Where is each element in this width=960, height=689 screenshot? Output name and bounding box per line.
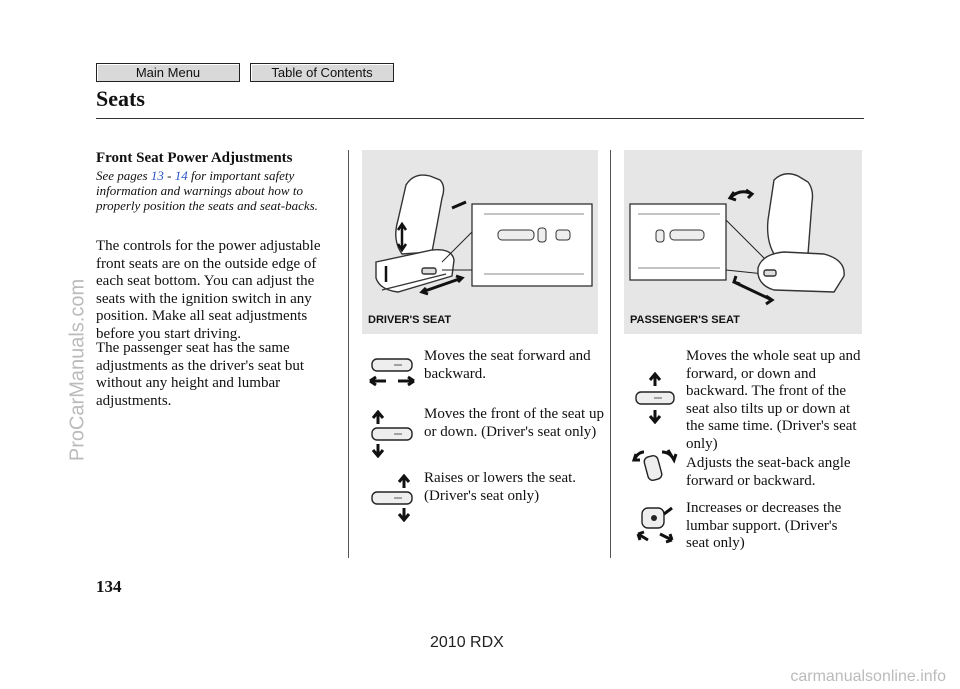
driver-seat-figure xyxy=(362,150,598,334)
section-title: Seats xyxy=(96,86,145,111)
driver-seat-illustration xyxy=(362,150,598,334)
passenger-seat-figure xyxy=(624,150,862,334)
driver-seat-label: DRIVER'S SEAT xyxy=(368,314,452,326)
passenger-seat-illustration xyxy=(624,150,862,334)
driver-control-desc-3: Raises or lowers the seat. (Driver's seat only) xyxy=(424,470,577,504)
main-menu-button[interactable]: Main Menu xyxy=(96,63,240,82)
driver-control-desc-1: Moves the seat forward and backward. xyxy=(424,348,591,382)
passenger-control-desc-1: Moves the whole seat up and forward, or down and backward. The front of the seat also tilts up or down at the same time. (Driver's seat only) xyxy=(686,348,861,452)
passenger-control-desc-3: Increases or decreases the lumbar support. (Driver's seat only) xyxy=(686,500,842,551)
footer-model: 2010 RDX xyxy=(430,634,504,651)
paragraph-controls: The controls for the power adjustable front seats are on the outside edge of each seat bottom. You can adjust the seats with the ignition switch in any position. Make all seat adjustments before you start driving. xyxy=(96,238,321,342)
table-of-contents-button[interactable]: Table of Contents xyxy=(250,63,394,82)
driver-control-desc-2: Moves the front of the seat up or down. (Driver's seat only) xyxy=(424,406,604,440)
passenger-seat-label: PASSENGER'S SEAT xyxy=(630,314,740,326)
column-divider-2 xyxy=(610,150,611,558)
paragraph-passenger: The passenger seat has the same adjustments as the driver's seat but without any height and lumbar adjustments. xyxy=(96,340,305,409)
lumbar-switch-icon xyxy=(632,504,678,544)
height-switch-icon xyxy=(366,474,418,522)
column-divider-1 xyxy=(348,150,349,558)
page-number: 134 xyxy=(96,577,122,596)
front-tilt-switch-icon xyxy=(366,410,418,458)
page-link-14[interactable]: 14 xyxy=(174,168,188,183)
safety-note: See pages 13 - 14 for important safety information and warnings about how to properly position the seats and seat-backs. xyxy=(96,168,318,213)
fore-aft-switch-icon xyxy=(366,357,418,391)
passenger-control-desc-2: Adjusts the seat-back angle forward or backward. xyxy=(686,455,851,489)
watermark-bottom: carmanualsonline.info xyxy=(790,668,946,685)
subsection-heading: Front Seat Power Adjustments xyxy=(96,150,293,166)
recline-switch-icon xyxy=(632,448,678,484)
whole-seat-switch-icon xyxy=(632,372,678,424)
watermark-left: ProCarManuals.com xyxy=(66,278,89,462)
header-rule xyxy=(96,118,864,119)
page-link-13[interactable]: 13 xyxy=(150,168,164,183)
